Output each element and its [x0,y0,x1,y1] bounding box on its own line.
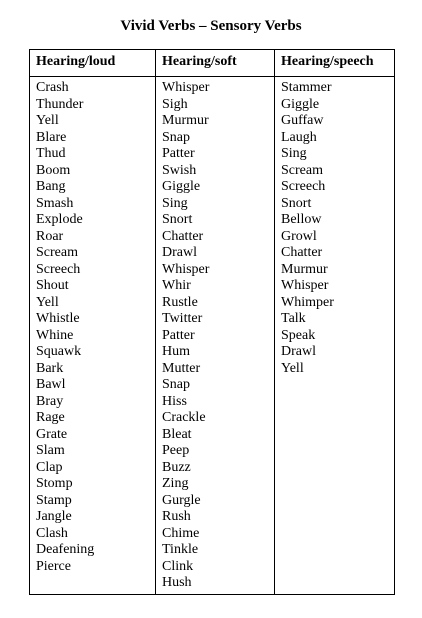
word-item: Bawl [36,377,66,392]
word-item: Murmur [162,113,209,128]
word-item: Buzz [162,459,191,475]
word-item: Whisper [281,278,329,293]
word-item: Bang [36,179,66,194]
document-title: Vivid Verbs – Sensory Verbs [120,18,302,34]
word-item: Hum [162,344,190,359]
word-item: Laugh [281,129,317,145]
word-item: Screech [281,179,326,194]
word-list-hearing-loud [30,77,156,595]
word-item: Shout [36,278,69,293]
word-item: Whimper [281,294,334,310]
word-item: Bleat [162,426,192,442]
word-item: Growl [281,228,317,244]
word-item: Chatter [162,228,204,244]
word-item: Stomp [36,476,73,491]
word-item: Whistle [36,311,80,326]
word-item: Rush [162,509,191,524]
word-item: Snort [162,212,193,227]
word-item: Peep [162,443,190,458]
word-item: Gurgle [162,492,201,508]
word-item: Scream [281,162,323,178]
word-item: Grate [36,426,68,442]
word-item: Bark [36,360,64,376]
word-item: Blare [36,129,67,145]
word-item: Thunder [36,96,84,112]
word-item: Stammer [281,80,332,95]
word-item: Bellow [281,212,322,227]
word-item: Yell [36,113,59,128]
word-item: Squawk [36,344,82,359]
word-item: Yell [36,294,59,310]
word-list-hearing-soft [156,77,275,595]
word-item: Giggle [281,96,320,112]
word-item: Explode [36,212,83,227]
word-item: Rustle [162,294,198,310]
word-item: Clink [162,558,194,574]
word-item: Zing [162,476,189,491]
column-header-hearing-speech: Hearing/speech [275,50,395,77]
word-item: Hush [162,575,192,590]
word-item: Patter [162,327,195,343]
word-item: Rage [36,410,65,425]
word-item: Scream [36,245,78,260]
word-item: Talk [281,311,306,326]
word-item: Snap [162,377,190,392]
word-item: Crackle [162,410,206,425]
word-item: Stamp [36,492,72,508]
word-item: Bray [36,393,64,409]
word-item: Sing [162,195,188,211]
word-item: Mutter [162,360,201,376]
word-item: Whine [36,327,74,343]
word-item: Murmur [281,261,328,277]
word-item: Patter [162,146,195,161]
word-item: Thud [36,146,66,161]
word-item: Whir [162,278,191,293]
word-item: Deafening [36,542,95,557]
word-item: Chatter [281,245,323,260]
word-item: Swish [162,162,197,178]
word-item: Sigh [162,96,188,112]
word-item: Tinkle [162,542,199,557]
word-item: Hiss [162,393,187,409]
header-row [30,50,395,77]
word-item: Drawl [281,344,316,359]
word-item: Snap [162,129,190,145]
word-item: Drawl [162,245,197,260]
word-item: Speak [281,327,316,343]
column-header-hearing-soft: Hearing/soft [156,50,275,77]
word-item: Pierce [36,558,71,574]
word-item: Screech [36,261,81,277]
sensory-verbs-table [29,49,395,595]
word-item: Whisper [162,261,210,277]
word-item: Snort [281,195,312,211]
column-header-hearing-loud: Hearing/loud [30,50,156,77]
word-item: Clash [36,525,68,541]
word-item: Clap [36,459,63,475]
word-list-hearing-speech [275,77,395,595]
word-item: Boom [36,162,71,178]
words-row [30,77,395,595]
word-item: Guffaw [281,113,324,128]
word-item: Crash [36,80,69,95]
word-item: Smash [36,195,74,211]
word-item: Slam [36,443,65,458]
word-item: Twitter [162,311,203,326]
word-item: Sing [281,146,307,161]
word-item: Giggle [162,179,201,194]
word-item: Whisper [162,80,210,95]
word-item: Chime [162,525,200,541]
word-item: Roar [36,228,64,244]
word-item: Yell [281,360,304,376]
word-item: Jangle [36,509,72,524]
